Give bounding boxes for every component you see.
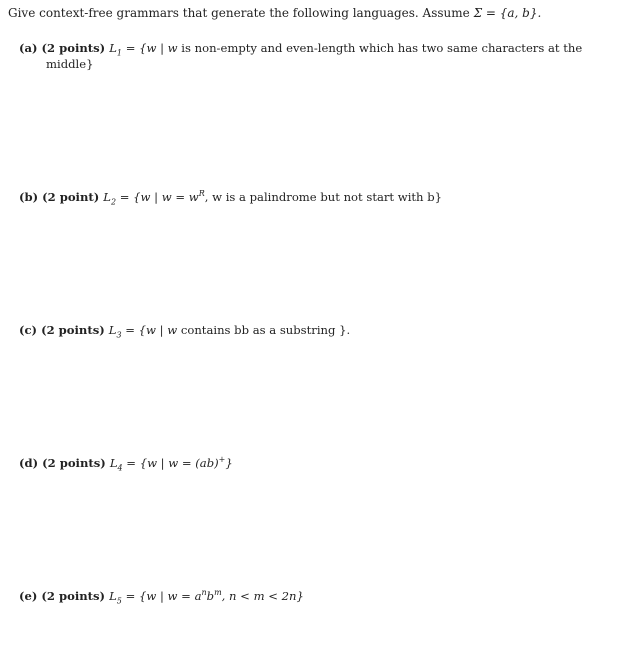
alphabet-definition: Σ = {a, b}. [473, 6, 542, 20]
problem-d-letter: (d) [19, 456, 39, 470]
problem-b-label [19, 190, 103, 204]
problem-e [19, 588, 614, 604]
problem-b-set-open: = {w | $w = w^R$ [119, 189, 205, 204]
problem-b [19, 189, 614, 205]
problem-b-points: (2 point) [42, 190, 100, 204]
problem-c-description: contains bb as a substring }. [180, 323, 351, 337]
problem-a-description-continued: middle} [46, 57, 94, 71]
problem-e-letter: (e) [19, 589, 38, 603]
problem-e-label [19, 589, 109, 603]
problem-a-label [19, 41, 109, 55]
problem-c-language: $L_3$ [108, 323, 122, 340]
problem-c-points: (2 points) [41, 323, 105, 337]
problem-d-language: $L_4$ [109, 456, 123, 473]
problem-a-letter: (a) [19, 41, 38, 55]
problem-c [19, 322, 614, 338]
problem-c-set-open: = {w | w [125, 323, 178, 337]
problem-e-points: (2 points) [41, 589, 106, 603]
problem-a-description: is non-empty and even-length which has two same characters at the [181, 41, 583, 55]
problem-c-label [19, 323, 109, 337]
intro-sentence: Give context-free grammars that generate the following languages. Assume [8, 6, 470, 20]
problem-a-language: $L_1$ [109, 41, 123, 58]
intro-text [8, 6, 541, 20]
problem-d [19, 455, 614, 471]
problem-b-description: , w is a palindrome but not start with b} [204, 190, 443, 204]
problem-e-language: $L_5$ [109, 589, 122, 606]
problem-a-set-open: = {w | w [125, 41, 178, 55]
problem-d-label [19, 456, 110, 470]
problem-a [19, 40, 614, 72]
problem-d-set: = {w | w = (ab)+} [126, 455, 233, 470]
problem-c-letter: (c) [19, 323, 38, 337]
problem-b-language: $L_2$ [103, 190, 117, 207]
problem-d-points: (2 points) [42, 456, 106, 470]
problem-b-letter: (b) [19, 190, 39, 204]
problem-e-set: = {w | $w = a^nb^m$, n < m < 2n} [125, 588, 304, 603]
problem-a-points: (2 points) [41, 41, 106, 55]
